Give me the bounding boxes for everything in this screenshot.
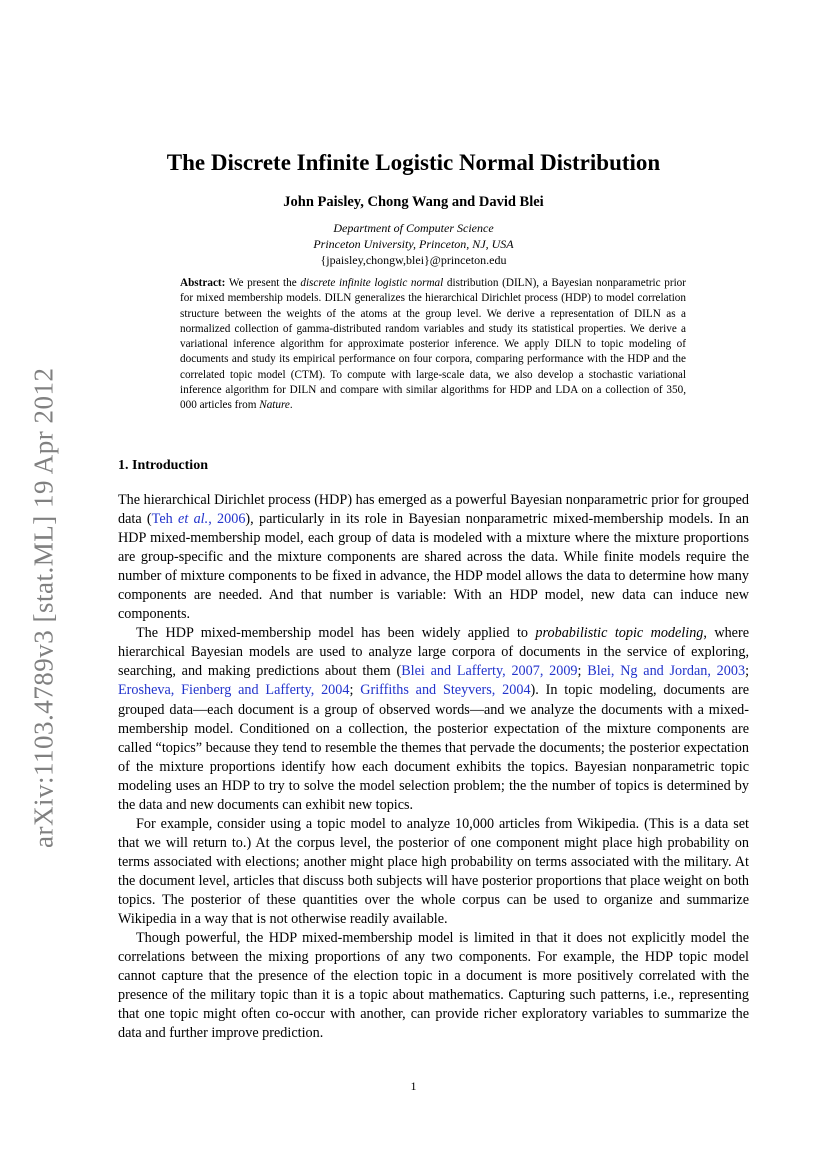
author-list: John Paisley, Chong Wang and David Blei xyxy=(283,194,544,210)
paragraph: Though powerful, the HDP mixed-membership model is limited in that it does not explicitly model the correlations between the mixing proportions of any two components. For example, the HDP topic model cannot capture that the presence of the election topic in a document is more positively correlated with the presence of the military topic than it is a topic about mathematics. Capturing such patterns, i.e., representing that one topic might often co-occur with another, can provide richer exploratory variables to summarize the data and further improve prediction. xyxy=(118,930,749,1042)
paragraph: For example, consider using a topic model to analyze 10,000 articles from Wikipedia. (This is a data set that we will return to.) At the corpus level, the posterior of one component might place high probability on terms associated with elections; another might place high probability on terms associated with the military. At the document level, articles that discuss both subjects will have posterior proportions that place weight on both topics. The posterior of these quantities over the whole corpus can be used to organize and summarize Wikipedia in a way that is not otherwise readily available. xyxy=(118,815,749,928)
abstract-text: We present the xyxy=(228,277,297,289)
citation-link[interactable]: Blei, Ng and Jordan, 2003 xyxy=(587,663,746,680)
section-heading-introduction: 1. Introduction xyxy=(118,458,208,473)
paragraph-text: , where hierarchical Bayesian models are used to analyze large corpora of documents in the service of exploring, searching, and making predictions about them ( xyxy=(118,625,749,680)
affiliation-block xyxy=(0,220,827,268)
abstract-text: distribution (DILN), a Bayesian nonparametric prior for mixed membership models. DILN generalizes the hierarchical Dirichlet process (HDP) to model correlation structure between the weights of the atoms at the group level. We derive a representation of DILN as a normalized collection of gamma-distributed random variables and study its statistical properties. We derive a variational inference algorithm for approximate posterior inference. We apply DILN to topic modeling of documents and study its empirical performance on four corpora, comparing performance with the HDP and the correlated topic model (CTM). To compute with large-scale data, we also develop a stochastic variational inference algorithm for DILN and compare with similar algorithms for HDP and LDA on a collection of 350, 000 articles from xyxy=(180,277,687,412)
citation-link[interactable]: Griffiths and Steyvers, 2004 xyxy=(360,682,531,699)
paragraph-emphasis: probabilistic topic modeling xyxy=(535,625,704,642)
paragraph-text: The hierarchical Dirichlet process (HDP) has emerged as a powerful Bayesian nonparametric prior for grouped data ( xyxy=(118,492,749,528)
abstract-emphasis: Nature xyxy=(259,399,290,412)
abstract-label: Abstract: xyxy=(180,277,226,289)
paragraph xyxy=(118,491,749,624)
page-number: 1 xyxy=(410,1079,417,1093)
paper-title: The Discrete Infinite Logistic Normal Distribution xyxy=(166,150,661,175)
abstract-emphasis: discrete infinite logistic normal xyxy=(300,277,444,289)
paragraph-text: The HDP mixed-membership model has been widely applied to xyxy=(136,625,529,642)
citation-link[interactable]: Teh et al., 2006 xyxy=(151,511,246,528)
paragraph-text: ). In topic modeling, documents are grouped data—each document is a group of observed words—and we analyze the documents with a mixed-membership model. Conditioned on a collection, the posterior expectation of the mixture components are called “topics” because they tend to resemble the themes that pervade the documents; the posterior expectation of the mixture proportions identify how each document exhibits the topics. Bayesian nonparametric topic modeling uses an HDP to try to solve the model selection problem; the the number of topics is determined by the data and new documents can exhibit new topics. xyxy=(118,682,749,813)
affiliation-department: Department of Computer Science xyxy=(333,221,494,235)
citation-link[interactable]: Blei and Lafferty, 2007, 2009 xyxy=(401,663,578,680)
paragraph-text: ), particularly in its role in Bayesian nonparametric mixed-membership models. In an HDP mixed-membership model, each group of data is modeled with a mixture where the mixture proportions are group-specific and the mixture components are shared across the data. While finite models require the number of mixture components to be fixed in advance, the HDP model allows the data to determine how many components are needed. And that number is variable: With an HDP model, new data can induce new components. xyxy=(118,511,749,623)
affiliation-university: Princeton University, Princeton, NJ, USA xyxy=(313,237,514,251)
arxiv-identifier-stamp: arXiv:1103.4789v3 [stat.ML] 19 Apr 2012 xyxy=(28,367,59,849)
paragraph: The HDP mixed-membership model has been widely applied to probabilistic topic modeling, where hierarchical Bayesian models are used to analyze large corpora of documents in the service of exploring, searching, and making predictions about them (Blei and Lafferty, 2007, 2009; Blei, Ng and Jordan, 2003; Erosheva, Fienberg and Lafferty, 2004; Griffiths and Steyvers, 2004). In topic modeling, documents are grouped data—each document is a group of observed words—and we analyze the documents with a mixed-membership model. Conditioned on a collection, the posterior expectation of the mixture components are called “topics” because they tend to resemble the themes that pervade the documents; the posterior expectation of the mixture proportions identify how each document exhibits the topics. Bayesian nonparametric topic modeling uses an HDP to try to solve the model selection problem; the the number of topics is determined by the data and new documents can exhibit new topics. xyxy=(118,625,750,813)
abstract-text: . xyxy=(289,399,293,412)
abstract xyxy=(180,276,686,414)
introduction-body xyxy=(118,491,749,1043)
citation-link[interactable]: Erosheva, Fienberg and Lafferty, 2004 xyxy=(118,682,350,699)
affiliation-email: {jpaisley,chongw,blei}@princeton.edu xyxy=(320,253,507,267)
